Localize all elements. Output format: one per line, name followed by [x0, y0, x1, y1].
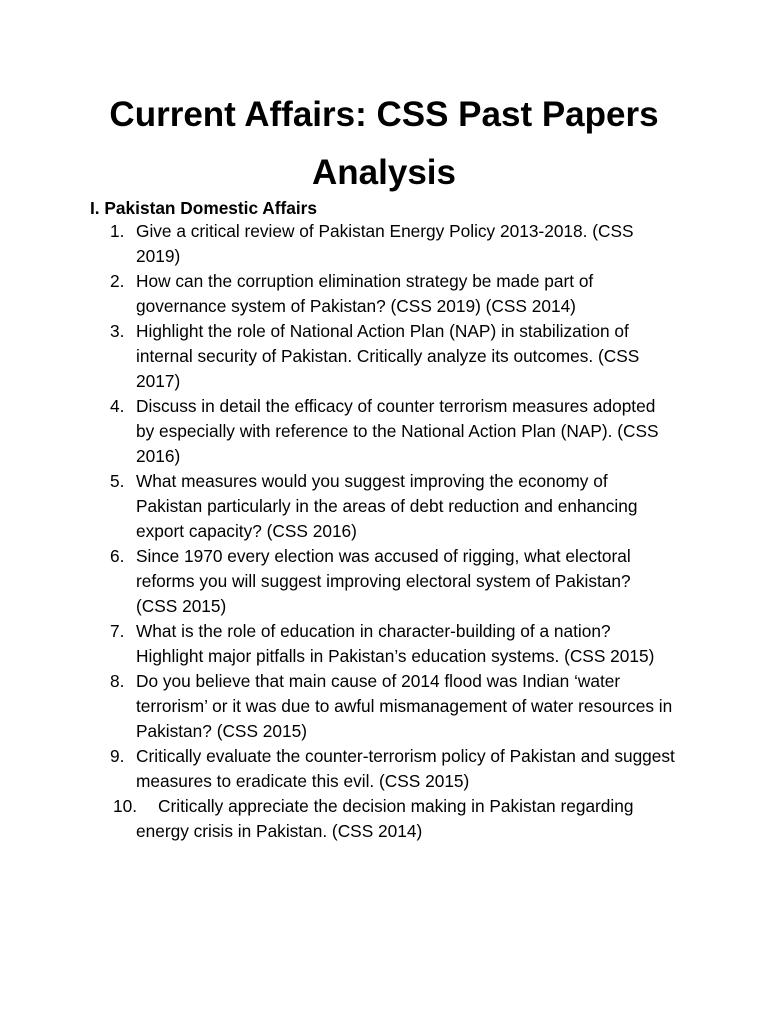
list-item: [0, 469, 676, 544]
list-item: [0, 269, 676, 319]
list-item-number: 5.: [110, 471, 125, 491]
list-item-number: 9.: [110, 746, 125, 766]
list-item-text: What measures would you suggest improving the economy of Pakistan particularly in the areas of debt reduction and enhancing export capacity? (CSS 2016): [136, 471, 638, 541]
page-title: Current Affairs: CSS Past Papers Analysis: [109, 95, 659, 192]
list-item: [0, 744, 676, 794]
list-item-number: 2.: [110, 271, 125, 291]
list-item-text: Highlight the role of National Action Plan (NAP) in stabilization of internal security of Pakistan. Critically analyze its outcomes. (CSS 2017): [136, 321, 640, 391]
list-item-number: 4.: [110, 396, 125, 416]
list-item-number: 1.: [110, 221, 125, 241]
list-item-number: 3.: [110, 321, 125, 341]
list-item: [0, 669, 676, 744]
list-item-text: [136, 794, 676, 844]
section-heading: I. Pakistan Domestic Affairs: [90, 198, 317, 218]
list-item-text: Critically evaluate the counter-terrorism policy of Pakistan and suggest measures to eradicate this evil. (CSS 2015): [136, 746, 675, 791]
list-item-number: 7.: [110, 621, 125, 641]
list-item-number: 8.: [110, 671, 125, 691]
question-list: [0, 219, 768, 844]
list-item: [0, 544, 676, 619]
list-item-text: How can the corruption elimination strategy be made part of governance system of Pakistan? (CSS 2019) (CSS 2014): [136, 271, 594, 316]
list-item-text: Discuss in detail the efficacy of counter terrorism measures adopted by especially with reference to the National Action Plan (NAP). (CSS 2016): [136, 396, 659, 466]
list-item-text: What is the role of education in character-building of a nation? Highlight major pitfalls in Pakistan’s education systems. (CSS 2015): [136, 621, 655, 666]
list-item: [0, 394, 676, 469]
list-item: [0, 794, 676, 844]
list-item: [0, 319, 676, 394]
list-item-number: 10.: [113, 796, 138, 816]
list-item: [0, 619, 676, 669]
list-item-text: Do you believe that main cause of 2014 flood was Indian ‘water terrorism’ or it was due to awful mismanagement of water resources in Pakistan? (CSS 2015): [136, 671, 673, 741]
list-item-text-content: Critically appreciate the decision making in Pakistan regarding energy crisis in Pakistan. (CSS 2014): [136, 796, 634, 841]
list-item-number: 6.: [110, 546, 125, 566]
list-item-text: Give a critical review of Pakistan Energy Policy 2013-2018. (CSS 2019): [136, 221, 634, 266]
list-item-text: Since 1970 every election was accused of rigging, what electoral reforms you will suggest improving electoral system of Pakistan? (CSS 2015): [136, 546, 631, 616]
list-item: [0, 219, 676, 269]
